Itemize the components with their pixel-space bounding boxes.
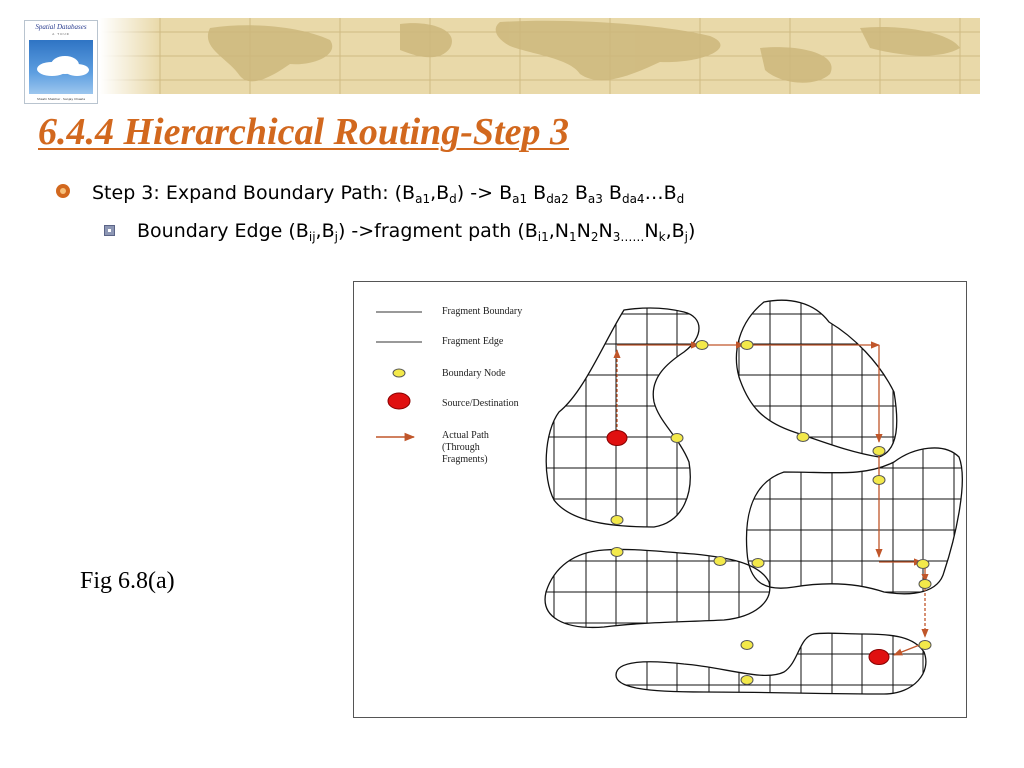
subscript-text: d bbox=[449, 192, 457, 206]
boundary-node bbox=[611, 516, 623, 525]
destination-node bbox=[869, 650, 889, 665]
text-run: ,B bbox=[665, 220, 685, 242]
actual-path bbox=[617, 345, 925, 655]
legend-fragment-edge: Fragment Edge bbox=[442, 336, 504, 347]
legend-source-destination-icon bbox=[388, 393, 410, 409]
text-run: Step 3: Expand Boundary Path: (B bbox=[92, 182, 416, 204]
fragment-2 bbox=[736, 300, 896, 457]
text-run: N bbox=[576, 220, 591, 242]
boundary-node bbox=[917, 560, 929, 569]
fragment-3 bbox=[746, 448, 962, 594]
header-map-banner bbox=[100, 18, 980, 94]
legend-actual-path-2: (Through bbox=[442, 442, 480, 453]
text-run: Boundary Edge (B bbox=[137, 220, 309, 242]
text-run: B bbox=[602, 182, 622, 204]
subscript-text: 3…… bbox=[612, 230, 645, 244]
boundary-node bbox=[696, 341, 708, 350]
boundary-node bbox=[752, 559, 764, 568]
boundary-node bbox=[671, 434, 683, 443]
text-run: ,N bbox=[548, 220, 570, 242]
subscript-text: 1 bbox=[569, 230, 577, 244]
subscript-text: a3 bbox=[587, 192, 603, 206]
legend-actual-path: Actual Path bbox=[442, 430, 489, 441]
boundary-node bbox=[797, 433, 809, 442]
legend-source-destination: Source/Destination bbox=[442, 398, 519, 409]
legend-boundary-node-icon bbox=[393, 369, 405, 377]
book-cover-title: Spatial Databases bbox=[35, 23, 87, 31]
text-run: ) -> B bbox=[456, 182, 513, 204]
square-bullet-icon bbox=[104, 225, 115, 236]
boundary-node bbox=[611, 548, 623, 557]
text-run: N bbox=[644, 220, 659, 242]
bullet-text-boundary-edge bbox=[137, 220, 695, 242]
book-cover-authors: Shashi Shekhar · Sanjay Chawla bbox=[36, 97, 86, 101]
text-run: ) ->fragment path (B bbox=[337, 220, 538, 242]
legend-actual-path-3: Fragments) bbox=[442, 454, 488, 465]
path-segment bbox=[894, 644, 922, 655]
boundary-node bbox=[714, 557, 726, 566]
boundary-node bbox=[741, 641, 753, 650]
slide-title: 6.4.4 Hierarchical Routing-Step 3 bbox=[38, 111, 569, 153]
subscript-text: a1 bbox=[512, 192, 528, 206]
subscript-text: d bbox=[676, 192, 685, 206]
routing-figure bbox=[353, 281, 967, 718]
legend bbox=[376, 306, 522, 465]
subscript-text: da2 bbox=[546, 192, 569, 206]
routing-diagram bbox=[354, 282, 966, 717]
text-run: ) bbox=[687, 220, 696, 242]
text-run: B bbox=[527, 182, 547, 204]
cloud-sky-image bbox=[29, 40, 93, 94]
subscript-text: da4 bbox=[621, 192, 645, 206]
round-bullet-icon bbox=[56, 184, 70, 198]
text-run: B bbox=[568, 182, 588, 204]
book-cover bbox=[24, 20, 98, 104]
text-run: ,B bbox=[430, 182, 450, 204]
subscript-text: k bbox=[658, 230, 666, 244]
subscript-text: j bbox=[334, 230, 338, 244]
subscript-text: ij bbox=[308, 230, 316, 244]
boundary-nodes bbox=[611, 341, 931, 685]
source-node bbox=[607, 431, 627, 446]
legend-boundary-node: Boundary Node bbox=[442, 368, 506, 379]
subscript-text: a1 bbox=[415, 192, 431, 206]
subscript-text: 2 bbox=[590, 230, 599, 244]
subscript-text: j bbox=[684, 230, 688, 244]
boundary-node bbox=[919, 641, 931, 650]
text-run: …B bbox=[644, 182, 677, 204]
boundary-node bbox=[919, 580, 931, 589]
banner-fade bbox=[100, 18, 160, 94]
world-map-graphic bbox=[100, 18, 980, 94]
book-cover-subtitle: A TOUR bbox=[52, 32, 70, 36]
boundary-node bbox=[873, 476, 885, 485]
boundary-node bbox=[873, 447, 885, 456]
text-run: N bbox=[598, 220, 613, 242]
fragment-1 bbox=[546, 308, 699, 527]
bullet-text-step3 bbox=[92, 182, 684, 204]
figure-caption: Fig 6.8(a) bbox=[80, 568, 175, 594]
subscript-text: i1 bbox=[537, 230, 549, 244]
boundary-node bbox=[741, 341, 753, 350]
text-run: ,B bbox=[315, 220, 335, 242]
boundary-node bbox=[741, 676, 753, 685]
legend-fragment-boundary: Fragment Boundary bbox=[442, 306, 523, 317]
